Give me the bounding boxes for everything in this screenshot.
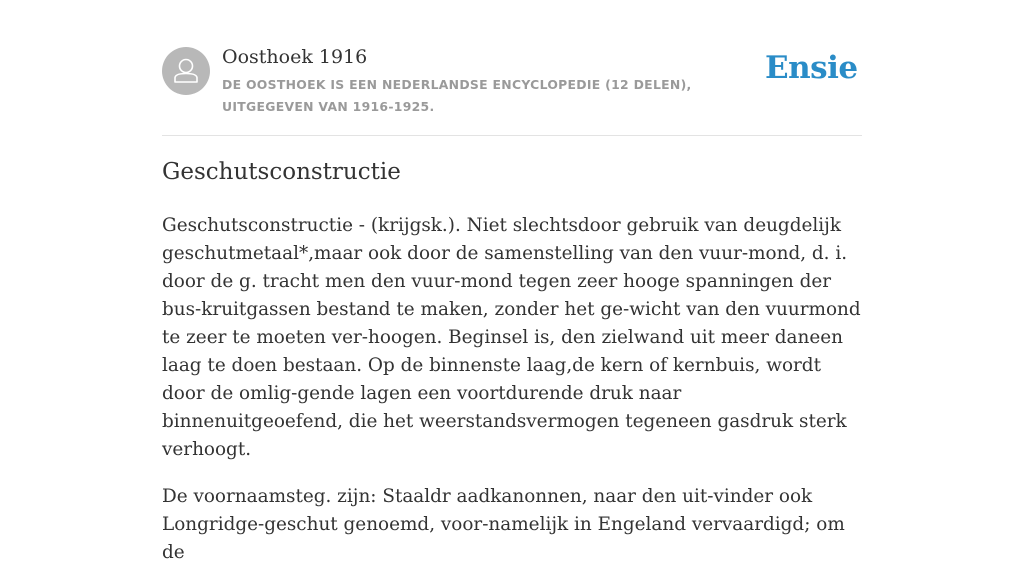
- source-header: [162, 46, 862, 116]
- ensie-logo-link[interactable]: Ensie: [765, 50, 858, 86]
- entry-body: [162, 212, 862, 586]
- entry-title: Geschutsconstructie: [162, 159, 401, 185]
- entry-paragraph: Geschutsconstructie - (krijgsk.). Niet slechtsdoor gebruik van deugdelijk geschutmetaal*,maar ook door de samenstelling van den vuur-mond, d. i. door de g. tracht men den vuur-mond tegen zeer hooge spanningen der bus-kruitgassen bestand te maken, zonder het ge-wicht van den vuurmond te zeer te moeten ver-hoogen. Beginsel is, den zielwand uit meer daneen laag te doen bestaan. Op de binnenste laag,de kern of kernbuis, wordt door de omlig-gende lagen een voortdurende druk naar binnenuitgeoefend, die het weerstandsvermogen tegeneen gasdruk sterk verhoogt.: [162, 215, 861, 460]
- source-description: DE OOSTHOEK IS EEN NEDERLANDSE ENCYCLOPEDIE (12 DELEN), UITGEGEVEN VAN 1916-1925.: [222, 77, 692, 114]
- user-avatar-icon[interactable]: [162, 47, 210, 95]
- source-title[interactable]: Oosthoek 1916: [222, 46, 368, 68]
- header-divider: [162, 135, 862, 136]
- entry-paragraph: De voornaamsteg. zijn: Staaldr aadkanonnen, naar den uit-vinder ook Longridge-geschut genoemd, voor-namelijk in Engeland vervaardigd; om de: [162, 486, 845, 563]
